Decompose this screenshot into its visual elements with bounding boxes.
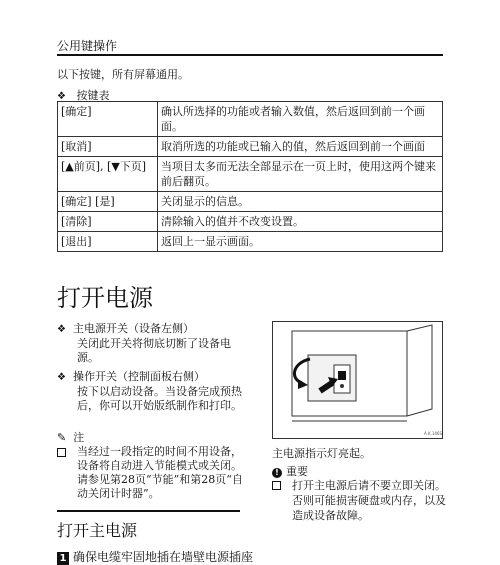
figure-code: A.K.146S [424, 431, 443, 436]
subsection-rule [57, 510, 240, 512]
checkbox-square-icon [272, 481, 281, 490]
desc-cell: 返回上一显示画面。 [158, 232, 443, 252]
main-power-switch-illustration [272, 321, 443, 439]
desc-cell: 当项目太多而无法全部显示在一页上时，使用这两个键来前后翻页。 [158, 157, 443, 192]
key-cell: [清除] [58, 212, 158, 232]
key-cell: [确定] [是] [58, 192, 158, 212]
intro-text: 以下按键，所有屏幕通用。 [57, 68, 189, 81]
section-title: 打开电源 [57, 284, 153, 312]
page-header: 公用键操作 [57, 39, 118, 53]
key-cell: [退出] [58, 232, 158, 252]
table-row [58, 102, 443, 137]
figure-caption: 主电源指示灯亮起。 [272, 447, 371, 460]
step-number: 1 [57, 552, 69, 565]
note-block: ✎ 注 当经过一段指定的时间不用设备，设备将自动进入节能模式或关闭。请参见第28页“节能”和第28页“自动关闭计时器”。 [57, 431, 243, 500]
table-row [58, 232, 443, 252]
list-item: ❖ 操作开关（控制面板右侧） 按下以启动设备。当设备完成预热后，你可以开始版纸制作和打印。 [57, 370, 242, 412]
key-cell: [确定] [58, 102, 158, 137]
table-row [58, 212, 443, 232]
desc-cell: 确认所选择的功能或者输入数值，然后返回到前一个画面。 [158, 102, 443, 137]
header-rule [57, 54, 443, 56]
checkbox-square-icon [57, 448, 66, 457]
diamond-bullet-icon: ❖ [57, 324, 66, 335]
key-cell: [取消] [58, 137, 158, 157]
step-item: 1 确保电缆牢固地插在墙壁电源插座 [57, 548, 253, 565]
table-row [58, 192, 443, 212]
table-row [58, 157, 443, 192]
important-text: 打开主电源后请不要立即关闭。否则可能损害硬盘或内存，以及造成设备故障。 [272, 478, 447, 523]
key-table-title: ❖ 按键表 [57, 89, 110, 102]
machine-illustration [272, 321, 443, 439]
desc-cell: 清除输入的值并不改变设置。 [158, 212, 443, 232]
desc-cell: 关闭显示的信息。 [158, 192, 443, 212]
key-table [57, 101, 443, 252]
pencil-icon: ✎ [57, 431, 67, 444]
table-row [58, 137, 443, 157]
list-item: ❖ 主电源开关（设备左侧） 关闭此开关将彻底切断了设备电源。 [57, 322, 231, 364]
desc-cell: 取消所选的功能或已输入的值，然后返回到前一个画面 [158, 137, 443, 157]
subsection-title: 打开主电源 [57, 521, 138, 540]
important-icon: ! [272, 468, 282, 478]
diamond-bullet-icon: ❖ [57, 372, 66, 383]
key-cell: [▲前页], [▼下页] [58, 157, 158, 192]
diamond-bullet-icon: ❖ [57, 91, 66, 102]
important-title: ! 重要 [272, 463, 308, 479]
